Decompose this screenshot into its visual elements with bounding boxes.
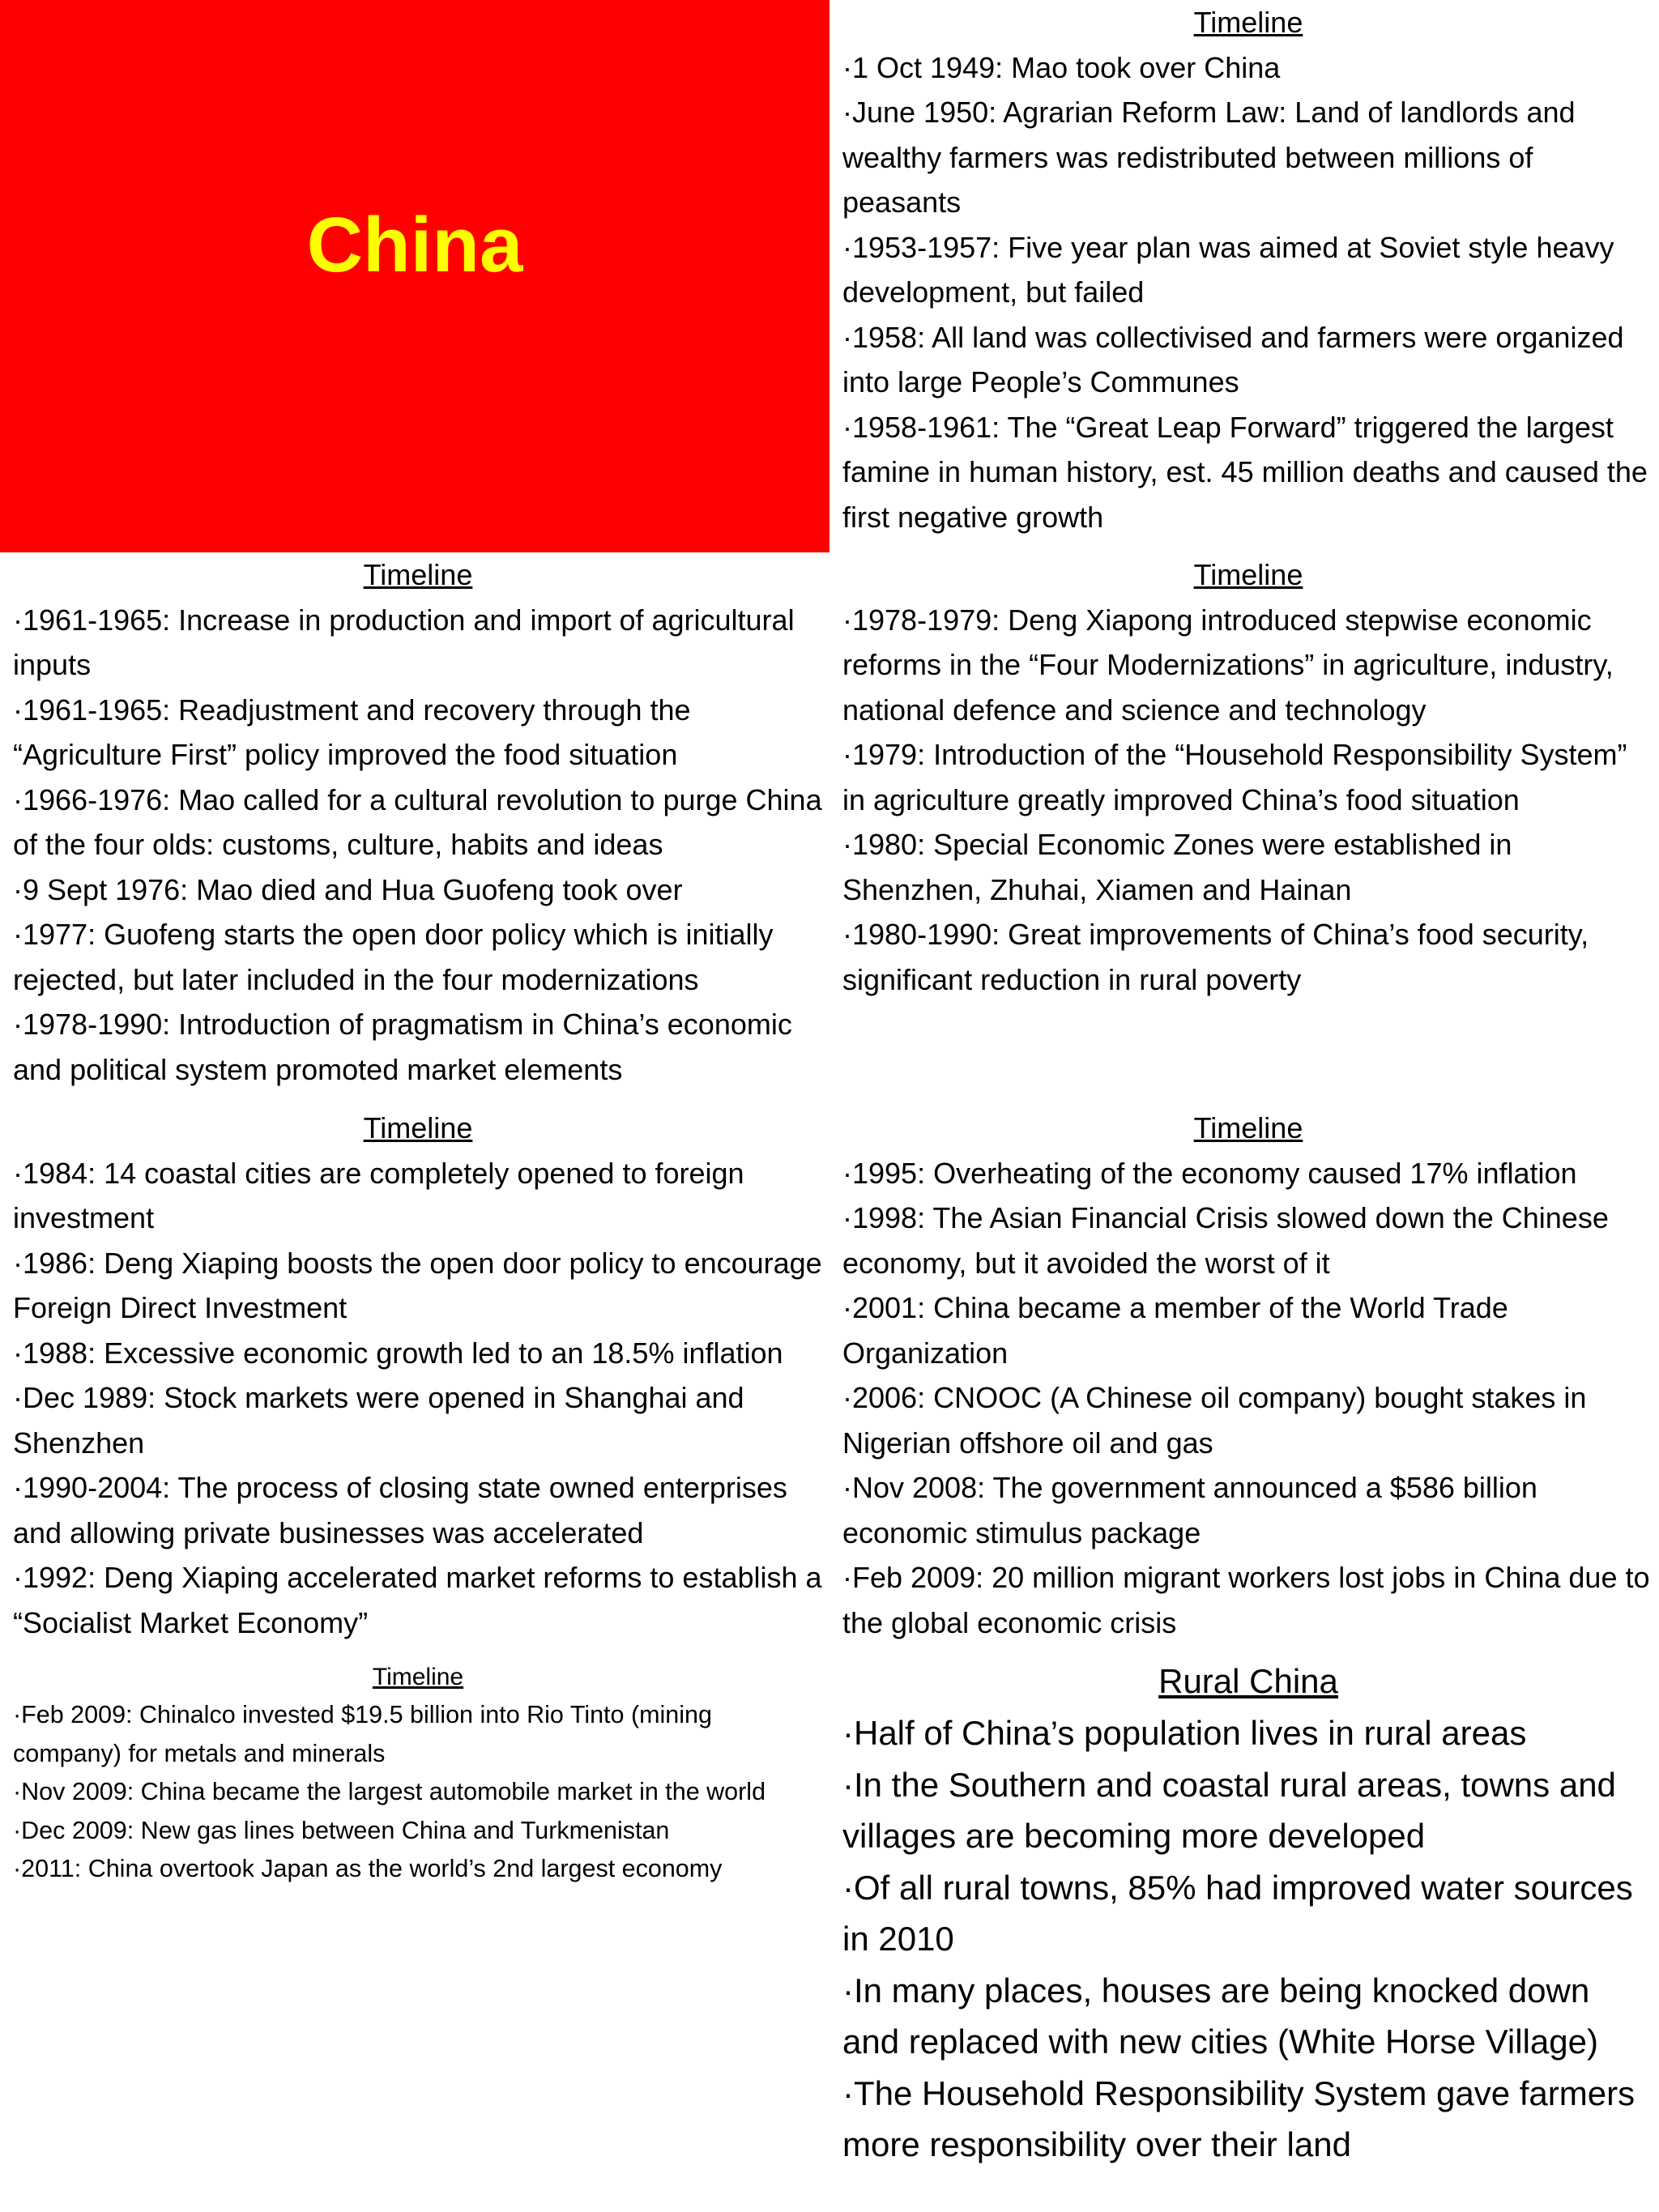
timeline-list bbox=[13, 1151, 823, 1646]
timeline-item: ·Dec 2009: New gas lines between China and Turkmenistan bbox=[13, 1816, 670, 1844]
rural-china-item: ·In many places, houses are being knocked down and replaced with new cities (White Horse Village) bbox=[842, 1971, 1598, 2061]
timeline-item: ·1961-1965: Readjustment and recovery through the “Agriculture First” policy improved the food situation bbox=[13, 693, 691, 771]
timeline-item: ·2001: China became a member of the World Trade Organization bbox=[842, 1291, 1508, 1370]
timeline-item: ·9 Sept 1976: Mao died and Hua Guofeng took over bbox=[13, 872, 683, 906]
timeline-item: ·1988: Excessive economic growth led to an 18.5% inflation bbox=[13, 1336, 783, 1370]
page-title: China bbox=[306, 202, 523, 288]
rural-china-list bbox=[842, 1707, 1654, 2171]
rural-china-panel bbox=[830, 1656, 1659, 2171]
timeline-panel-2009-2011 bbox=[0, 1659, 830, 1889]
timeline-item: ·1980: Special Economic Zones were established in Shenzhen, Zhuhai, Xiamen and Hainan bbox=[842, 828, 1512, 906]
timeline-item: ·1953-1957: Five year plan was aimed at Soviet style heavy development, but failed bbox=[842, 230, 1614, 309]
timeline-item: ·1986: Deng Xiaping boosts the open door policy to encourage Foreign Direct Investment bbox=[13, 1246, 822, 1324]
timeline-heading: Timeline bbox=[363, 558, 473, 591]
timeline-item: ·Feb 2009: 20 million migrant workers lost jobs in China due to the global economic crisis bbox=[842, 1561, 1650, 1639]
timeline-item: ·1978-1990: Introduction of pragmatism in China’s economic and political system promoted market elements bbox=[13, 1008, 792, 1086]
timeline-item: ·1977: Guofeng starts the open door policy which is initially rejected, but later included in the four modernizations bbox=[13, 918, 774, 996]
timeline-item: ·2006: CNOOC (A Chinese oil company) bought stakes in Nigerian offshore oil and gas bbox=[842, 1381, 1587, 1460]
timeline-panel-1961-1990 bbox=[0, 552, 830, 1092]
timeline-list bbox=[13, 598, 823, 1093]
timeline-item: ·1979: Introduction of the “Household Responsibility System” in agriculture greatly improved China’s food situation bbox=[842, 738, 1627, 816]
timeline-list bbox=[842, 1151, 1654, 1646]
timeline-item: ·1995: Overheating of the economy caused 17% inflation bbox=[842, 1156, 1577, 1190]
timeline-heading: Timeline bbox=[1193, 1111, 1303, 1144]
timeline-item: ·June 1950: Agrarian Reform Law: Land of landlords and wealthy farmers was redistributed between millions of peasants bbox=[842, 96, 1576, 219]
timeline-item: ·1980-1990: Great improvements of China’s food security, significant reduction in rural poverty bbox=[842, 918, 1589, 996]
timeline-item: ·2011: China overtook Japan as the world’s 2nd largest economy bbox=[13, 1855, 723, 1882]
timeline-item: ·1978-1979: Deng Xiapong introduced stepwise economic reforms in the “Four Modernizations” in agriculture, industry, national defence and science and technology bbox=[842, 603, 1614, 727]
timeline-item: ·1998: The Asian Financial Crisis slowed down the Chinese economy, but it avoided the worst of it bbox=[842, 1201, 1609, 1280]
timeline-item: ·1966-1976: Mao called for a cultural revolution to purge China of the four olds: customs, culture, habits and ideas bbox=[13, 782, 822, 861]
timeline-item: ·1984: 14 coastal cities are completely opened to foreign investment bbox=[13, 1156, 744, 1234]
timeline-item: ·Dec 1989: Stock markets were opened in Shanghai and Shenzhen bbox=[13, 1381, 744, 1460]
timeline-item: ·1990-2004: The process of closing state owned enterprises and allowing private businesses was accelerated bbox=[13, 1471, 787, 1549]
rural-china-item: ·Of all rural towns, 85% had improved water sources in 2010 bbox=[842, 1868, 1633, 1958]
rural-china-item: ·The Household Responsibility System gave farmers more responsibility over their land bbox=[842, 2073, 1636, 2163]
timeline-item: ·1961-1965: Increase in production and import of agricultural inputs bbox=[13, 603, 795, 681]
timeline-item: ·1 Oct 1949: Mao took over China bbox=[842, 50, 1281, 84]
rural-china-heading: Rural China bbox=[1158, 1662, 1338, 1700]
timeline-heading: Timeline bbox=[363, 1111, 473, 1144]
timeline-item: ·Nov 2008: The government announced a $586 billion economic stimulus package bbox=[842, 1471, 1537, 1549]
timeline-panel-1984-1992 bbox=[0, 1106, 830, 1645]
timeline-item: ·1992: Deng Xiaping accelerated market reforms to establish a “Socialist Market Economy” bbox=[13, 1561, 822, 1639]
timeline-item: ·Nov 2009: China became the largest automobile market in the world bbox=[13, 1778, 766, 1805]
timeline-item: ·Feb 2009: Chinalco invested $19.5 billion into Rio Tinto (mining company) for metals and minerals bbox=[13, 1701, 712, 1767]
timeline-heading: Timeline bbox=[1193, 558, 1303, 591]
timeline-panel-1995-2009 bbox=[830, 1106, 1659, 1645]
timeline-list bbox=[13, 1696, 823, 1889]
timeline-heading: Timeline bbox=[372, 1664, 464, 1690]
timeline-list bbox=[842, 598, 1654, 1003]
timeline-item: ·1958-1961: The “Great Leap Forward” triggered the largest famine in human history, est. 45 million deaths and caused the first negative growth bbox=[842, 410, 1648, 534]
timeline-panel-1949-1961 bbox=[830, 0, 1659, 539]
timeline-heading: Timeline bbox=[1193, 6, 1303, 39]
title-banner bbox=[0, 0, 830, 552]
timeline-list bbox=[842, 45, 1654, 540]
rural-china-item: ·In the Southern and coastal rural areas, towns and villages are becoming more developed bbox=[842, 1765, 1616, 1855]
rural-china-item: ·Half of China’s population lives in rural areas bbox=[842, 1714, 1527, 1752]
timeline-item: ·1958: All land was collectivised and farmers were organized into large People’s Communes bbox=[842, 320, 1624, 399]
timeline-panel-1978-1990 bbox=[830, 552, 1659, 1002]
